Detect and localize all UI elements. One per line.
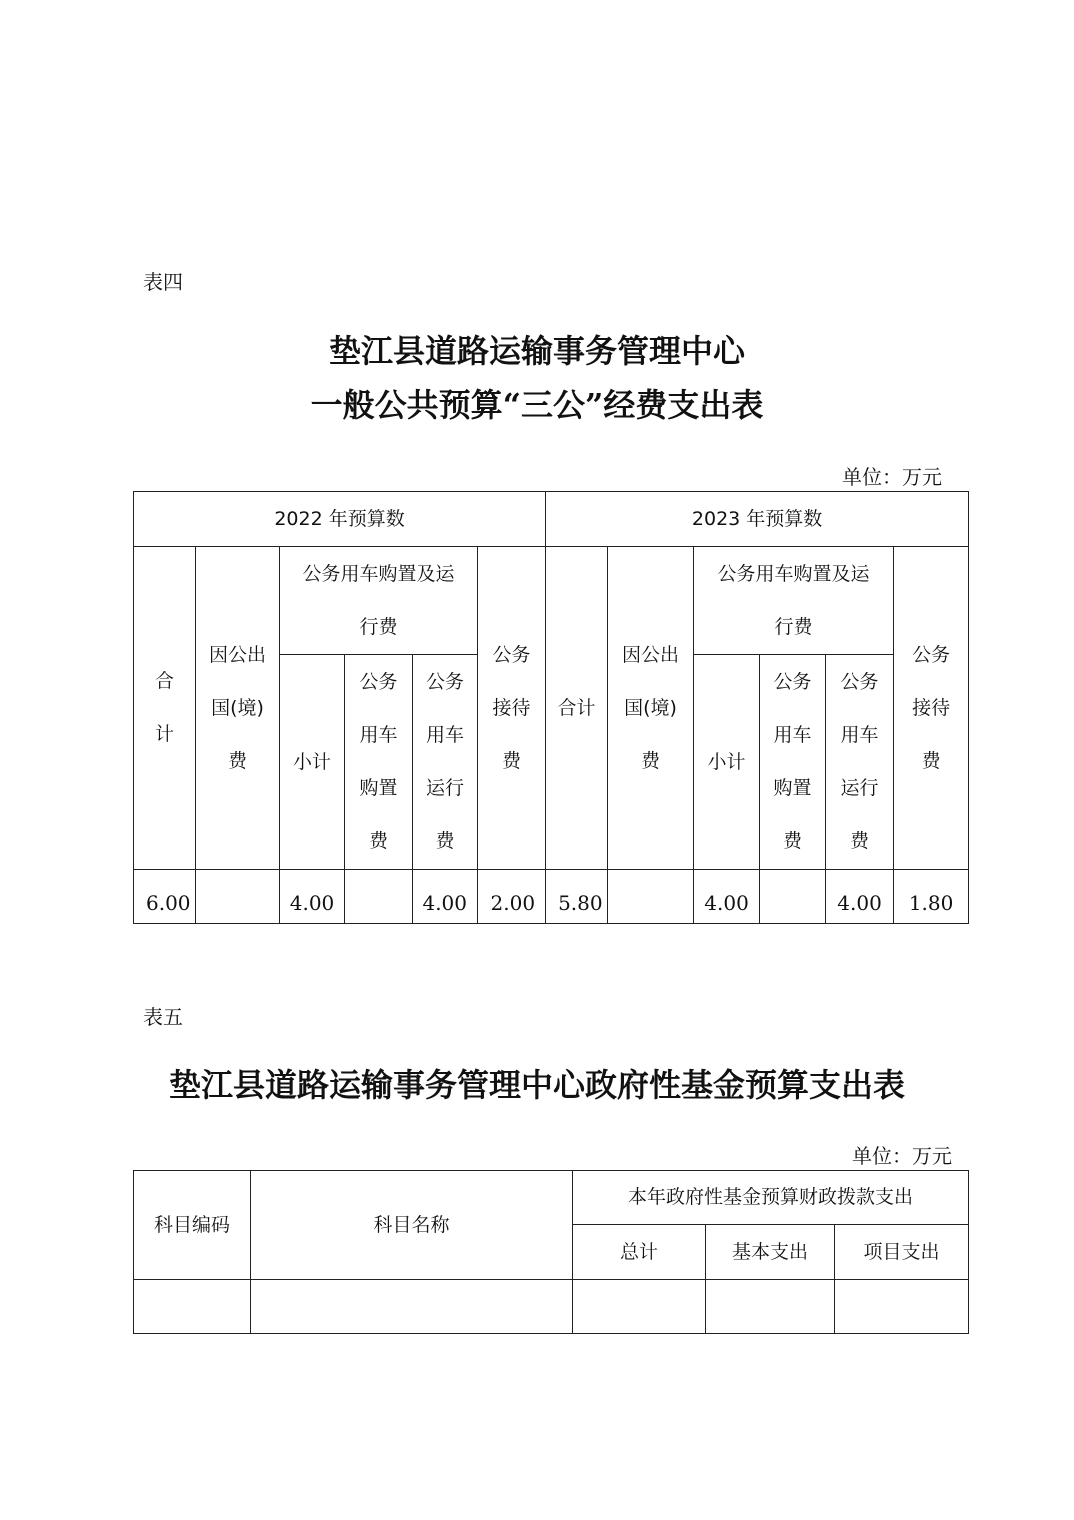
cell-total — [573, 1280, 706, 1334]
header-vehicle-operation-2022: 公务 用车 运行 费 — [413, 655, 478, 870]
header-abroad-2023: 因公出 国(境) 费 — [608, 547, 694, 870]
table-row — [134, 1280, 969, 1334]
table4-label: 表四 — [143, 270, 183, 294]
cell-code — [134, 1280, 251, 1334]
header-vehicle-operation-2023: 公务 用车 运行 费 — [826, 655, 894, 870]
table5-title: 垫江县道路运输事务管理中心政府性基金预算支出表 — [168, 1066, 905, 1104]
header-reception-2022: 公务 接待 费 — [478, 547, 546, 870]
header-2022-budget: 2022 年预算数 — [134, 492, 546, 547]
cell-2023-operation: 4.00 — [826, 870, 894, 924]
cell-2023-purchase — [760, 870, 826, 924]
cell-basic — [706, 1280, 835, 1334]
header-subject-code: 科目编码 — [134, 1171, 251, 1280]
cell-2022-purchase — [345, 870, 413, 924]
cell-2022-operation: 4.00 — [413, 870, 478, 924]
cell-2023-total: 5.80 — [546, 870, 608, 924]
header-total-2022: 合 计 — [134, 547, 196, 870]
table-row — [134, 870, 969, 924]
cell-2022-abroad — [196, 870, 280, 924]
header-vehicle-purchase-2022: 公务 用车 购置 费 — [345, 655, 413, 870]
cell-2023-subtotal: 4.00 — [694, 870, 760, 924]
table5-label: 表五 — [143, 1005, 183, 1029]
header-project: 项目支出 — [835, 1225, 969, 1280]
table5-unit: 单位：万元 — [852, 1144, 952, 1168]
header-vehicle-group-2022: 公务用车购置及运 行费 — [280, 547, 478, 655]
cell-2022-reception: 2.00 — [478, 870, 546, 924]
header-fund-group: 本年政府性基金预算财政拨款支出 — [573, 1171, 969, 1225]
cell-2023-reception: 1.80 — [894, 870, 969, 924]
cell-2022-total: 6.00 — [134, 870, 196, 924]
header-2023-budget: 2023 年预算数 — [546, 492, 969, 547]
header-total-2023: 合计 — [546, 547, 608, 870]
header-vehicle-purchase-2023: 公务 用车 购置 费 — [760, 655, 826, 870]
table4-title-line2: 一般公共预算“三公”经费支出表 — [310, 386, 764, 424]
table4-unit: 单位：万元 — [842, 465, 942, 489]
header-subtotal-2022: 小计 — [280, 655, 345, 870]
table5-government-fund-expenses — [133, 1170, 969, 1334]
header-total: 总计 — [573, 1225, 706, 1280]
header-subject-name: 科目名称 — [251, 1171, 573, 1280]
table4-title-line1: 垫江县道路运输事务管理中心 — [328, 332, 745, 370]
cell-project — [835, 1280, 969, 1334]
cell-2023-abroad — [608, 870, 694, 924]
header-vehicle-group-2023: 公务用车购置及运 行费 — [694, 547, 894, 655]
header-basic: 基本支出 — [706, 1225, 835, 1280]
cell-name — [251, 1280, 573, 1334]
header-subtotal-2023: 小计 — [694, 655, 760, 870]
cell-2022-subtotal: 4.00 — [280, 870, 345, 924]
header-reception-2023: 公务 接待 费 — [894, 547, 969, 870]
table4-three-public-expenses — [133, 491, 969, 924]
header-abroad-2022: 因公出 国(境) 费 — [196, 547, 280, 870]
